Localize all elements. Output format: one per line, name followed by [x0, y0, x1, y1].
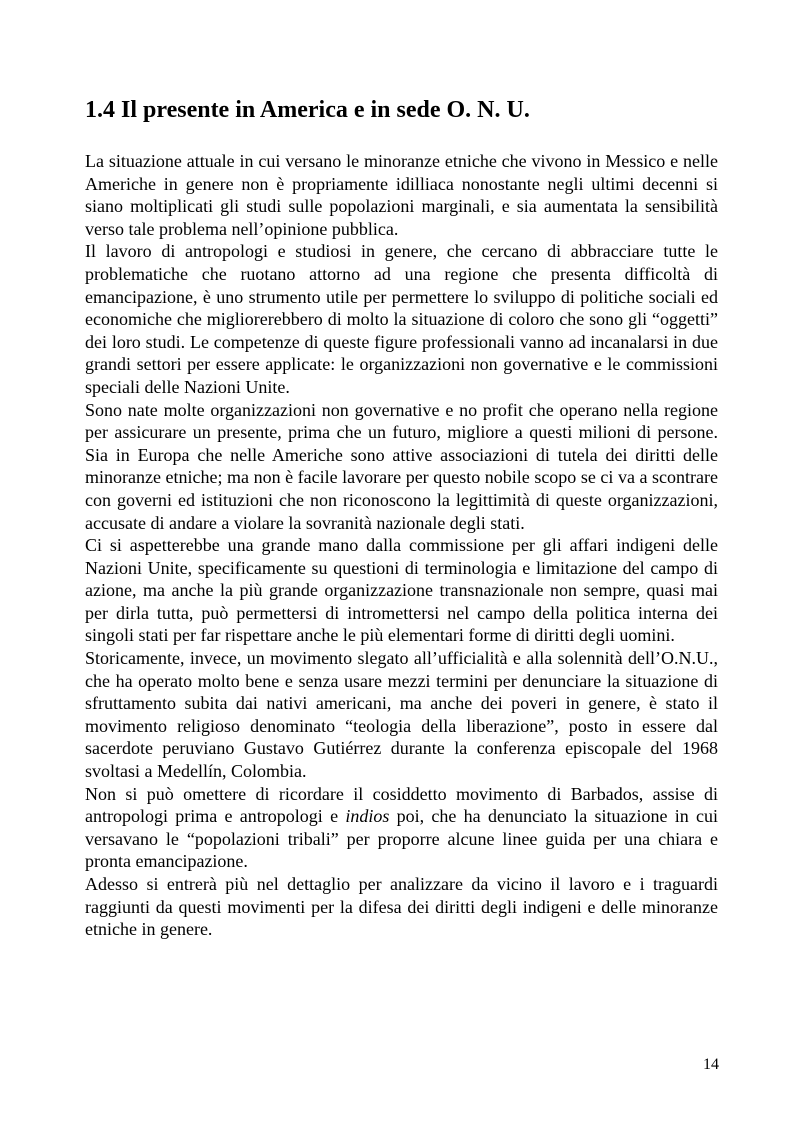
paragraph: [85, 240, 718, 398]
paragraph-text: Non si può omettere di ricordare il cosiddetto movimento di Barbados, assise di antropologi prima e antropologi e: [85, 783, 718, 827]
page-number: 14: [703, 1056, 719, 1073]
paragraph-text: Adesso si entrerà più nel dettaglio per analizzare da vicino il lavoro e i traguardi raggiunti da questi movimenti per la difesa dei diritti degli indigeni e delle minoranze etniche in genere.: [85, 874, 718, 940]
section-heading: 1.4 Il presente in America e in sede O. N. U.: [85, 97, 530, 123]
paragraph-text: Ci si aspetterebbe una grande mano dalla commissione per gli affari indigeni delle Nazioni Unite, specificamente su questioni di terminologia e limitazione del campo di azione, ma anche la più grande organizzazione transnazionale non sempre, quasi mai per dirla tutta, può permettersi di intromettersi nel campo della politica interna dei singoli stati per far rispettare anche le più elementari forme di diritti degli uomini.: [85, 535, 718, 646]
paragraph: [85, 647, 718, 783]
paragraph-text: Il lavoro di antropologi e studiosi in genere, che cercano di abbracciare tutte le problematiche che ruotano attorno ad una regione che presenta difficoltà di emancipazione, è uno strumento utile per permettere lo sviluppo di politiche sociali ed economiche che migliorerebbero di molto la situazione di coloro che sono gli “oggetti” dei loro studi. Le competenze di queste figure professionali vanno ad incanalarsi in due grandi settori per essere applicate: le organizzazioni non governative e le commissioni speciali delle Nazioni Unite.: [85, 241, 718, 397]
paragraph: [85, 534, 718, 647]
paragraph-text: poi, che ha denunciato la situazione in cui versavano le “popolazioni tribali” per proporre alcune linee guida per una chiara e pronta emancipazione.: [85, 806, 718, 872]
paragraph-text: La situazione attuale in cui versano le minoranze etniche che vivono in Messico e nelle Americhe in genere non è propriamente idilliaca nonostante negli ultimi decenni si siano moltiplicati gli studi sulle popolazioni marginali, e sia aumentata la sensibilità verso tale problema nell’opinione pubblica.: [85, 151, 718, 239]
paragraph: [85, 783, 718, 873]
paragraph: [85, 150, 718, 240]
body-text: [85, 150, 718, 941]
paragraph: [85, 399, 718, 535]
paragraph: [85, 873, 718, 941]
paragraph-text: Storicamente, invece, un movimento slegato all’ufficialità e alla solennità dell’O.N.U., che ha operato molto bene e senza usare mezzi termini per denunciare la situazione di sfruttamento subita dai nativi americani, ma anche dei poveri in genere, è stato il movimento religioso denominato “teologia della liberazione”, posto in essere dal sacerdote peruviano Gustavo Gutiérrez durante la conferenza episcopale del 1968 svoltasi a Medellín, Colombia.: [85, 648, 718, 782]
paragraph-text: Sono nate molte organizzazioni non governative e no profit che operano nella regione per assicurare un presente, prima che un futuro, migliore a questi milioni di persone. Sia in Europa che nelle Americhe sono attive associazioni di tutela dei diritti delle minoranze etniche; ma non è facile lavorare per questo nobile scopo se ci va a scontrare con governi ed istituzioni che non riconoscono la legittimità di queste organizzazioni, accusate di andare a violare la sovranità nazionale degli stati.: [85, 399, 718, 533]
italic-term: indios: [345, 806, 390, 827]
